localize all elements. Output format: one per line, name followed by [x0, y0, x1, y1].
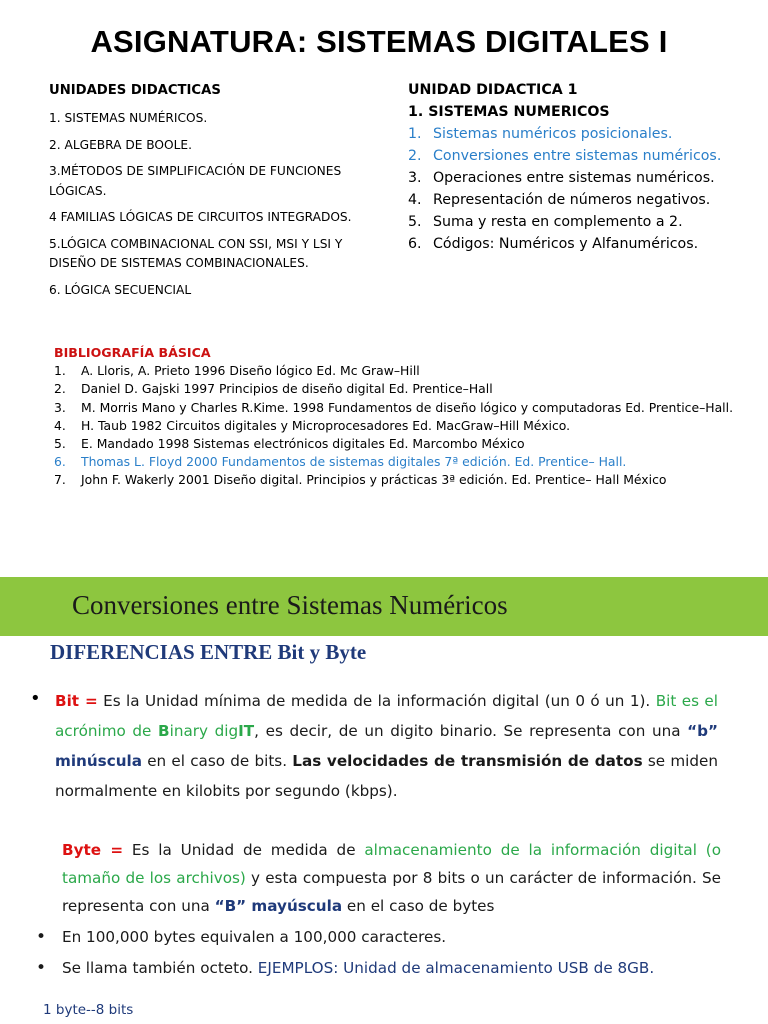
bullet-icon: •: [36, 958, 47, 978]
bibliography-item: 5. E. Mandado 1998 Sistemas electrónicos digitales Ed. Marcombo México: [54, 436, 525, 452]
unit1-topics: [408, 123, 758, 255]
bibliography-list: [54, 362, 764, 489]
bullet-icon: •: [30, 688, 41, 709]
unit-item: 5.LÓGICA COMBINACIONAL CON SSI, MSI Y LSI Y DISEÑO DE SISTEMAS COMBINACIONALES.: [49, 236, 343, 271]
unit1-section: [408, 79, 758, 255]
bibliography-item: 7. John F. Wakerly 2001 Diseño digital. Principios y prácticas 3ª edición. Ed. Prentice– Hall México: [54, 472, 667, 488]
topic-item: 3. Operaciones entre sistemas numéricos.: [408, 170, 715, 186]
bibliography: [54, 344, 764, 490]
unit-item: 6. LÓGICA SECUENCIAL: [49, 282, 192, 297]
bibliography-item: 6. Thomas L. Floyd 2000 Fundamentos de sistemas digitales 7ª edición. Ed. Prentice– Hall.: [54, 454, 627, 470]
topic-item: 6. Códigos: Numéricos y Alfanuméricos.: [408, 236, 699, 252]
bibliography-item: 4. H. Taub 1982 Circuitos digitales y Microprocesadores Ed. MacGraw–Hill México.: [54, 417, 571, 433]
unit1-subheading: 1. SISTEMAS NUMERICOS: [408, 104, 610, 120]
bit-definition: Bit = Es la Unidad mínima de medida de la información digital (un 0 ó un 1). Bit es el acrónimo de Binary digIT, es decir, de un digito binario. Se representa con una “b” minúscula en el caso de bits. Las velocidades de transmisión de datos se miden normalmente en kilobits por segundo (kbps).: [55, 692, 718, 800]
topic-item: 2. Conversiones entre sistemas numéricos.: [408, 148, 722, 164]
page-title: ASIGNATURA: SISTEMAS DIGITALES I: [90, 24, 668, 59]
byte-definition: Byte = Es la Unidad de medida de almacenamiento de la información digital (o tamaño de los archivos) y esta compuesta por 8 bits o un carácter de información. Se representa con una “B” mayúscula en el caso de bytes: [62, 841, 722, 915]
bullet-icon: •: [36, 927, 47, 947]
unit-item: 3.MÉTODOS DE SIMPLIFICACIÓN DE FUNCIONES LÓGICAS.: [49, 164, 342, 198]
unit-item: 4 FAMILIAS LÓGICAS DE CIRCUITOS INTEGRADOS.: [49, 210, 352, 225]
unit-item: 2. ALGEBRA DE BOOLE.: [49, 137, 192, 152]
unit1-heading: UNIDAD DIDACTICA 1: [408, 82, 578, 98]
units-heading: UNIDADES DIDACTICAS: [49, 83, 221, 98]
units-list: [49, 80, 379, 307]
slide-subtitle: DIFERENCIAS ENTRE Bit y Byte: [50, 640, 367, 664]
slide-title: Conversiones entre Sistemas Numéricos: [72, 590, 508, 620]
topic-item: 4. Representación de números negativos.: [408, 192, 711, 208]
bibliography-item: 2. Daniel D. Gajski 1997 Principios de diseño digital Ed. Prentice–Hall: [54, 381, 493, 397]
unit-item: 1. SISTEMAS NUMÉRICOS.: [49, 111, 208, 126]
bibliography-item: 1. A. Lloris, A. Prieto 1996 Diseño lógico Ed. Mc Graw–Hill: [54, 363, 420, 379]
bibliography-heading: BIBLIOGRAFÍA BÁSICA: [54, 345, 211, 360]
topic-item: 1. Sistemas numéricos posicionales.: [408, 126, 673, 142]
footer-note: 1 byte--8 bits: [43, 1002, 134, 1018]
topic-item: 5. Suma y resta en complemento a 2.: [408, 214, 683, 230]
bibliography-item: 3. M. Morris Mano y Charles R.Kime. 1998 Fundamentos de diseño lógico y computadoras Ed. Prentice–Hall.: [54, 399, 734, 415]
